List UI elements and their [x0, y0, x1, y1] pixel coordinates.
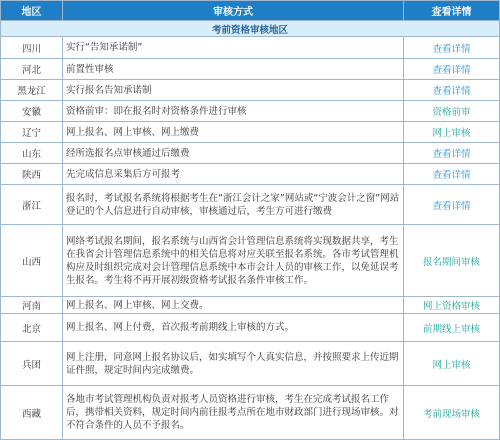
region-cell: 辽宁 [1, 122, 63, 143]
detail-cell [404, 164, 500, 185]
method-cell: 各地市考试管理机构负责对报考人员资格进行审核，考生在完成考试报名工作后，携带相关资料，规定时间内前往报考点所在地市财政部门进行现场审核。对不符合条件的人员不予报名。 [63, 386, 404, 440]
region-cell: 黑龙江 [1, 80, 63, 101]
region-cell: 河北 [1, 59, 63, 80]
table-row [1, 101, 500, 122]
table-row [1, 80, 500, 101]
detail-link[interactable]: 报名期间审核 [422, 256, 480, 268]
table-row [1, 122, 500, 143]
detail-cell [404, 342, 500, 386]
table-row [1, 59, 500, 80]
table-row [1, 37, 500, 59]
region-cell: 西藏 [1, 386, 63, 440]
header-detail: 查看详情 [404, 1, 500, 21]
header-method: 审核方式 [63, 1, 404, 21]
detail-link[interactable]: 前期线上审核 [422, 323, 480, 335]
region-cell: 北京 [1, 314, 63, 342]
method-cell: 网上报名、网上审核、网上交费。 [63, 297, 404, 314]
detail-link[interactable]: 资格前审 [432, 107, 471, 118]
detail-link[interactable]: 查看详情 [432, 43, 471, 55]
table-header-row [1, 1, 500, 21]
region-cell: 兵团 [1, 342, 63, 386]
detail-cell [404, 80, 500, 101]
table-row [1, 143, 500, 164]
detail-cell [404, 297, 500, 314]
detail-cell [404, 37, 500, 59]
table-row [1, 225, 500, 297]
table-row [1, 342, 500, 386]
method-cell: 网上注册，同意网上报名协议后，如实填写个人真实信息，并按照要求上传近期证件照，规定时间内完成缴费。 [63, 342, 404, 386]
detail-link[interactable]: 考前现场审核 [422, 408, 480, 420]
section-row [1, 21, 500, 37]
detail-cell [404, 101, 500, 122]
table-row [1, 297, 500, 314]
detail-cell [404, 122, 500, 143]
detail-link[interactable]: 网上审核 [432, 359, 471, 371]
section-title: 考前资格审核地区 [1, 21, 500, 37]
detail-cell [404, 59, 500, 80]
table-row [1, 185, 500, 225]
detail-link[interactable]: 查看详情 [432, 149, 471, 160]
method-cell: 网络考试报名期间，报名系统与山西省会计管理信息系统将实现数据共享，考生在我省会计管理信息系统中的相关信息将对应关联至报名系统。各市考试管理机构应及时组织完成对会计管理信息系统中本市会计人员的审核工作，以免延误考生报名。考生将不再开展初级资格考试报名条件审核工作。 [63, 225, 404, 297]
region-cell: 山东 [1, 143, 63, 164]
table-row [1, 164, 500, 185]
method-cell: 实行“告知承诺制” [63, 37, 404, 59]
region-cell: 四川 [1, 37, 63, 59]
method-cell: 经所选报名点审核通过后缴费 [63, 143, 404, 164]
detail-cell [404, 225, 500, 297]
method-cell: 报名时，考试报名系统将根据考生在“浙江会计之家”网站或“宁波会计之窗”网站登记的个人信息进行自动审核，审核通过后，考生方可进行缴费 [63, 185, 404, 225]
region-cell: 陕西 [1, 164, 63, 185]
detail-cell [404, 386, 500, 440]
detail-cell [404, 185, 500, 225]
region-cell: 安徽 [1, 101, 63, 122]
method-cell: 前置性审核 [63, 59, 404, 80]
header-region: 地区 [1, 1, 63, 21]
table-row [1, 386, 500, 440]
region-cell: 浙江 [1, 185, 63, 225]
detail-link[interactable]: 查看详情 [432, 200, 471, 212]
detail-link[interactable]: 网上审核 [432, 128, 471, 139]
detail-link[interactable]: 查看详情 [432, 86, 471, 97]
method-cell: 先完成信息采集后方可报考 [63, 164, 404, 185]
region-cell: 山西 [1, 225, 63, 297]
detail-link[interactable]: 查看详情 [432, 65, 471, 76]
detail-cell [404, 314, 500, 342]
detail-link[interactable]: 网上资格审核 [422, 301, 480, 312]
method-cell: 实行报名告知承诺制 [63, 80, 404, 101]
table-row [1, 314, 500, 342]
region-cell: 河南 [1, 297, 63, 314]
detail-link[interactable]: 查看详情 [432, 170, 471, 181]
method-cell: 网上报名、网上审核、网上缴费 [63, 122, 404, 143]
method-cell: 资格前审：即在报名时对资格条件进行审核 [63, 101, 404, 122]
detail-cell [404, 143, 500, 164]
method-cell: 网上报名、网上付费，首次报考前期线上审核的方式。 [63, 314, 404, 342]
